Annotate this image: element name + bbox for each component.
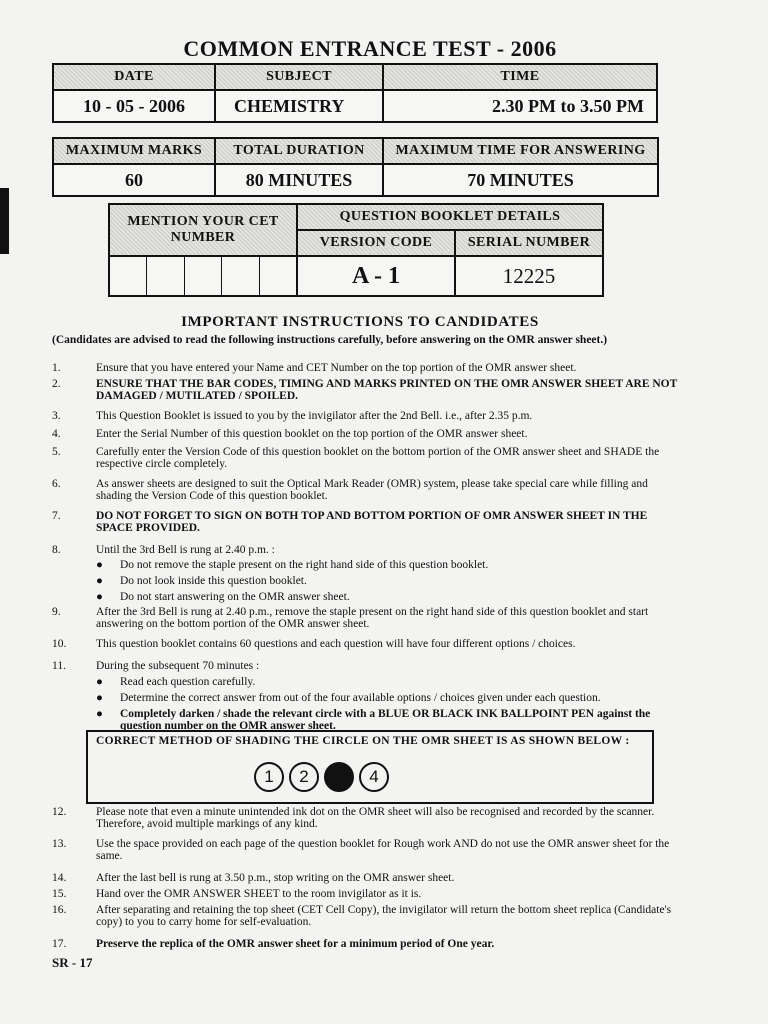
instruction-12: 12. Please note that even a minute unintended ink dot on the OMR sheet will also be recognised and recorded by the scanner. Therefore, avoid multiple markings of any kind. [52,806,655,830]
subject-header: SUBJECT [215,64,383,90]
subject-value: CHEMISTRY [215,90,383,122]
max-answer-time-value: 70 MINUTES [383,164,658,196]
instruction-4: 4. Enter the Serial Number of this question booklet on the top portion of the OMR answer sheet. [52,428,528,440]
instruction-6: 6. As answer sheets are designed to suit the Optical Mark Reader (OMR) system, please take special care while filling and shading the Version Code of this question booklet. [52,478,648,502]
bullet-11-2: ● Determine the correct answer from out of the four available options / choices given under each question. [96,692,601,704]
serial-number-value: 12225 [455,256,603,296]
cet-digit-box[interactable] [147,257,184,295]
instruction-14: 14. After the last bell is rung at 3.50 p.m., stop writing on the OMR answer sheet. [52,872,455,884]
cet-digit-box[interactable] [260,257,296,295]
cet-number-header: MENTION YOUR CET NUMBER [109,204,297,256]
instruction-2: 2. ENSURE THAT THE BAR CODES, TIMING AND MARKS PRINTED ON THE OMR ANSWER SHEET ARE NOT DAMAGED / MUTILATED / SPOILED. [52,378,678,402]
option-circle-filled [324,762,354,792]
total-duration-value: 80 MINUTES [215,164,383,196]
booklet-details-table [108,203,604,297]
max-marks-header: MAXIMUM MARKS [53,138,215,164]
version-code-value: A - 1 [297,256,455,296]
time-value: 2.30 PM to 3.50 PM [383,90,657,122]
instructions-subheading: (Candidates are advised to read the following instructions carefully, before answering on the OMR answer sheet.) [52,334,608,346]
instruction-11: 11. During the subsequent 70 minutes : [52,660,260,672]
instruction-9: 9. After the 3rd Bell is rung at 2.40 p.m., remove the staple present on the right hand side of this question booklet and start answering on the bottom portion of the OMR answer sheet. [52,606,649,630]
shading-circles [254,762,389,792]
time-header: TIME [383,64,657,90]
max-answer-time-header: MAXIMUM TIME FOR ANSWERING [383,138,658,164]
max-marks-value: 60 [53,164,215,196]
page-footer-code: SR - 17 [52,955,93,970]
option-circle-1: 1 [254,762,284,792]
bullet-8-1: ● Do not remove the staple present on the right hand side of this question booklet. [96,559,489,571]
shading-example-title: CORRECT METHOD OF SHADING THE CIRCLE ON THE OMR SHEET IS AS SHOWN BELOW : [96,735,630,747]
bullet-11-1: ● Read each question carefully. [96,676,256,688]
instruction-10: 10. This question booklet contains 60 questions and each question will have four different options / choices. [52,638,576,650]
bullet-8-2: ● Do not look inside this question booklet. [96,575,307,587]
instruction-7: 7. DO NOT FORGET TO SIGN ON BOTH TOP AND BOTTOM PORTION OF OMR ANSWER SHEET IN THE SPACE PROVIDED. [52,510,648,534]
page-title: COMMON ENTRANCE TEST - 2006 [183,36,557,61]
instruction-3: 3. This Question Booklet is issued to you by the invigilator after the 2nd Bell. i.e., after 2.35 p.m. [52,410,533,422]
date-value: 10 - 05 - 2006 [53,90,215,122]
page-edge-mark [0,188,9,254]
bullet-11-3: ● Completely darken / shade the relevant circle with a BLUE OR BLACK INK BALLPOINT PEN against the question number on the OMR answer sheet. [96,708,651,732]
instruction-15: 15. Hand over the OMR ANSWER SHEET to the room invigilator as it is. [52,888,422,900]
cet-digit-box[interactable] [110,257,147,295]
cet-digit-box[interactable] [222,257,259,295]
booklet-details-header: QUESTION BOOKLET DETAILS [297,204,603,230]
instruction-13: 13. Use the space provided on each page of the question booklet for Rough work AND do not use the OMR answer sheet for the same. [52,838,670,862]
exam-info-table [52,63,658,123]
total-duration-header: TOTAL DURATION [215,138,383,164]
marks-duration-table [52,137,659,197]
instruction-1: 1. Ensure that you have entered your Name and CET Number on the top portion of the OMR answer sheet. [52,362,577,374]
date-header: DATE [53,64,215,90]
serial-number-header: SERIAL NUMBER [455,230,603,256]
option-circle-4: 4 [359,762,389,792]
instruction-16: 16. After separating and retaining the top sheet (CET Cell Copy), the invigilator will return the bottom sheet replica (Candidate's copy) to you to carry home for self-evaluation. [52,904,672,928]
instruction-17: 17. Preserve the replica of the OMR answer sheet for a minimum period of One year. [52,938,495,950]
cet-digit-box[interactable] [185,257,222,295]
shading-example-box [86,730,654,804]
bullet-8-3: ● Do not start answering on the OMR answer sheet. [96,591,350,603]
version-code-header: VERSION CODE [297,230,455,256]
instruction-5: 5. Carefully enter the Version Code of this question booklet on the bottom portion of the OMR answer sheet and SHADE the respective circle completely. [52,446,660,470]
cet-number-boxes[interactable] [109,256,297,296]
instructions-heading: IMPORTANT INSTRUCTIONS TO CANDIDATES [181,314,539,330]
instruction-8: 8. Until the 3rd Bell is rung at 2.40 p.m. : [52,544,275,556]
option-circle-2: 2 [289,762,319,792]
